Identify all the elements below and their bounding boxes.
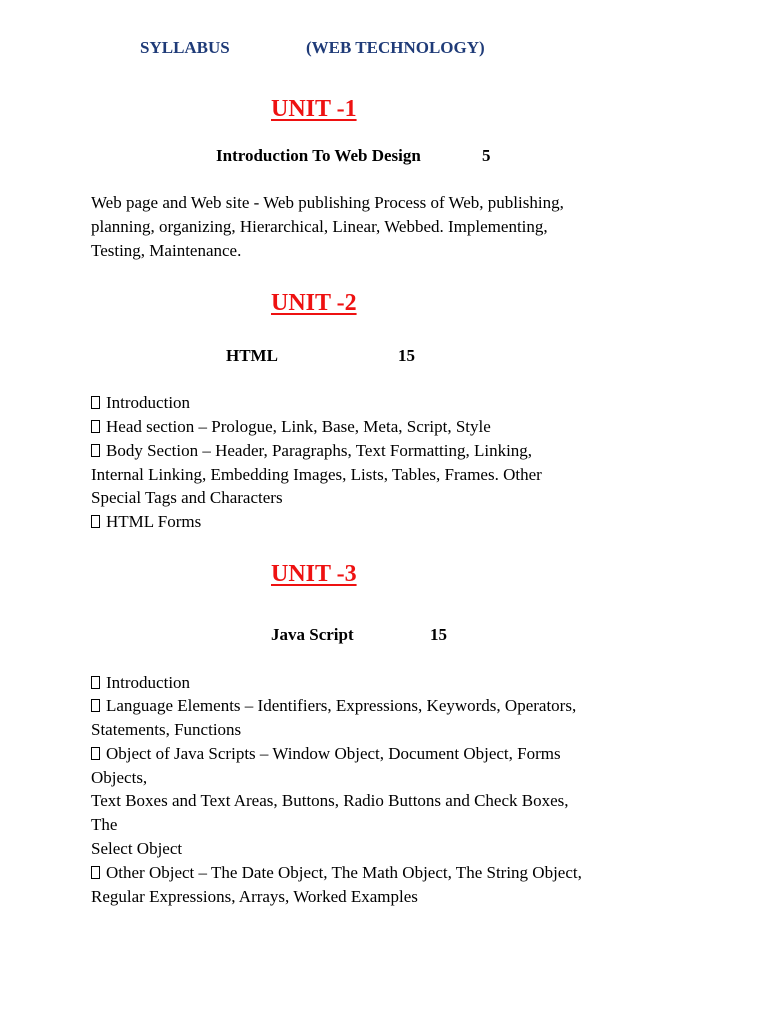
unit-1-title: UNIT -1 (271, 96, 357, 122)
unit-3-line: Objects, (91, 768, 148, 787)
unit-2-title: UNIT -2 (271, 290, 357, 316)
bullet-box-icon (91, 515, 100, 528)
subject-heading: (WEB TECHNOLOGY) (306, 38, 485, 57)
unit-3-bullet-line: Language Elements – Identifiers, Expressions, Keywords, Operators, (91, 696, 576, 716)
unit-2-line: Special Tags and Characters (91, 488, 283, 507)
unit-1-line: planning, organizing, Hierarchical, Linear, Webbed. Implementing, (91, 217, 548, 236)
unit-3-topic: Java Script (271, 625, 354, 644)
bullet-box-icon (91, 444, 100, 457)
unit-2-bullet-line: Head section – Prologue, Link, Base, Meta, Script, Style (91, 417, 491, 437)
unit-1-topic: Introduction To Web Design (216, 146, 421, 165)
bullet-box-icon (91, 699, 100, 712)
unit-3-line: Text Boxes and Text Areas, Buttons, Radio Buttons and Check Boxes, (91, 791, 569, 810)
unit-2-topic: HTML (226, 346, 278, 365)
bullet-box-icon (91, 420, 100, 433)
unit-1-hours: 5 (482, 146, 491, 165)
bullet-box-icon (91, 866, 100, 879)
unit-3-title: UNIT -3 (271, 561, 357, 587)
unit-2-bullet-line: Body Section – Header, Paragraphs, Text Formatting, Linking, (91, 441, 532, 461)
unit-1-line: Testing, Maintenance. (91, 241, 242, 260)
unit-2-bullet-line: Introduction (91, 393, 190, 413)
unit-2-hours: 15 (398, 346, 415, 365)
unit-1-line: Web page and Web site - Web publishing Process of Web, publishing, (91, 193, 564, 212)
unit-3-line: Regular Expressions, Arrays, Worked Examples (91, 887, 418, 906)
unit-3-hours: 15 (430, 625, 447, 644)
unit-3-line: The (91, 815, 118, 834)
bullet-box-icon (91, 747, 100, 760)
bullet-box-icon (91, 396, 100, 409)
unit-3-bullet-line: Other Object – The Date Object, The Math Object, The String Object, (91, 863, 582, 883)
bullet-box-icon (91, 676, 100, 689)
unit-3-bullet-line: Object of Java Scripts – Window Object, Document Object, Forms (91, 744, 561, 764)
unit-3-bullet-line: Introduction (91, 673, 190, 693)
unit-2-bullet-line: HTML Forms (91, 512, 201, 532)
unit-3-line: Statements, Functions (91, 720, 242, 739)
syllabus-heading: SYLLABUS (140, 38, 230, 57)
unit-3-line: Select Object (91, 839, 183, 858)
unit-2-line: Internal Linking, Embedding Images, Lists, Tables, Frames. Other (91, 465, 542, 484)
